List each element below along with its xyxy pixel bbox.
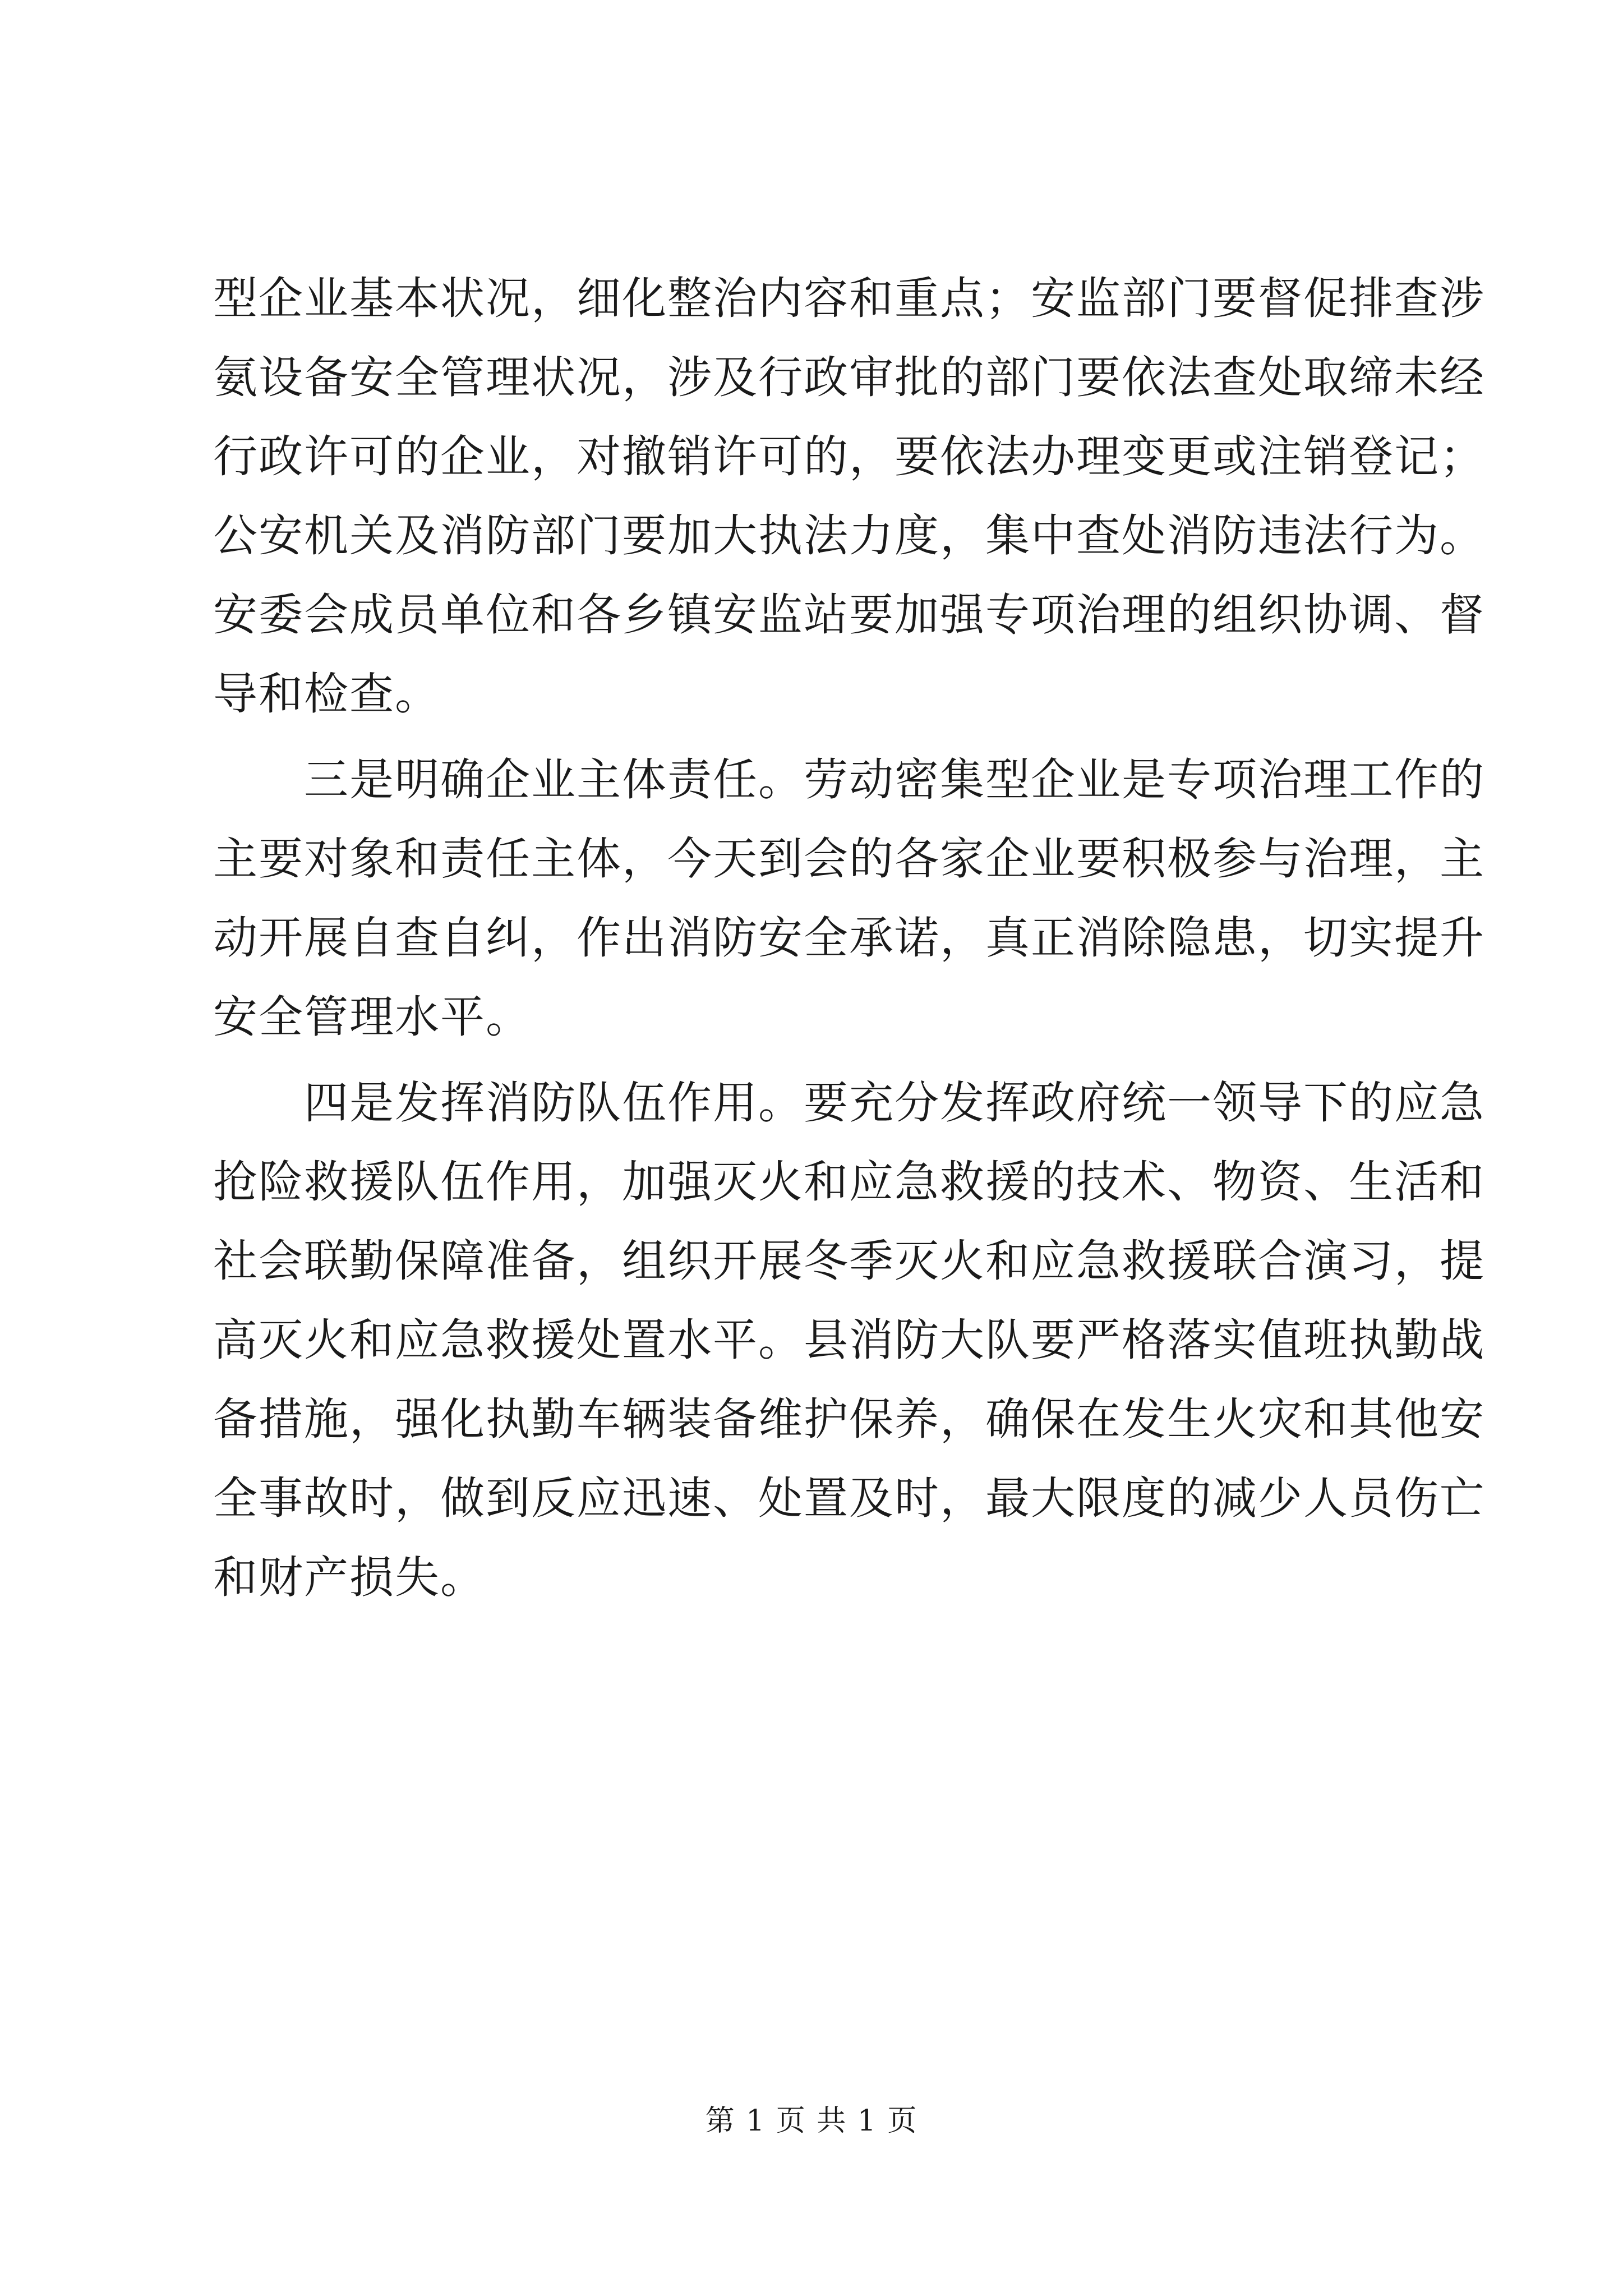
text-line: 行政许可的企业，对撤销许可的，要依法办理变更或注销登记； [213, 431, 1485, 482]
text-line: 主要对象和责任主体，今天到会的各家企业要积极参与治理，主 [213, 833, 1485, 885]
paragraph [213, 1064, 1485, 1617]
text-line: 导和检查。 [213, 668, 440, 720]
text-line: 高灭火和应急救援处置水平。县消防大队要严格落实值班执勤战 [213, 1314, 1485, 1366]
text-line: 全事故时，做到反应迅速、处置及时，最大限度的减少人员伤亡 [213, 1473, 1485, 1524]
paragraph-gap [213, 734, 1419, 740]
text-line: 型企业基本状况，细化整治内容和重点；安监部门要督促排查涉 [213, 273, 1485, 324]
paragraph-gap [213, 1057, 1419, 1064]
paragraph [213, 259, 1485, 734]
text-line: 安全管理水平。 [213, 991, 531, 1043]
text-line: 和财产损失。 [213, 1552, 486, 1603]
text-line: 社会联勤保障准备，组织开展冬季灭火和应急救援联合演习，提 [213, 1235, 1485, 1287]
text-line: 动开展自查自纠，作出消防安全承诺，真正消除隐患，切实提升 [213, 912, 1485, 964]
text-line: 公安机关及消防部门要加大执法力度，集中查处消防违法行为。 [213, 510, 1485, 562]
paragraph [213, 740, 1485, 1057]
document-body [213, 259, 1485, 1617]
text-line: 四是发挥消防队伍作用。要充分发挥政府统一领导下的应急 [213, 1077, 1485, 1129]
text-line: 抢险救援队伍作用，加强灭火和应急救援的技术、物资、生活和 [213, 1156, 1485, 1208]
text-line: 备措施，强化执勤车辆装备维护保养，确保在发生火灾和其他安 [213, 1393, 1485, 1445]
text-line: 氨设备安全管理状况，涉及行政审批的部门要依法查处取缔未经 [213, 352, 1485, 403]
text-line: 三是明确企业主体责任。劳动密集型企业是专项治理工作的 [213, 754, 1485, 806]
text-line: 安委会成员单位和各乡镇安监站要加强专项治理的组织协调、督 [213, 589, 1485, 641]
page-number-footer: 第 1 页 共 1 页 [705, 2104, 918, 2138]
